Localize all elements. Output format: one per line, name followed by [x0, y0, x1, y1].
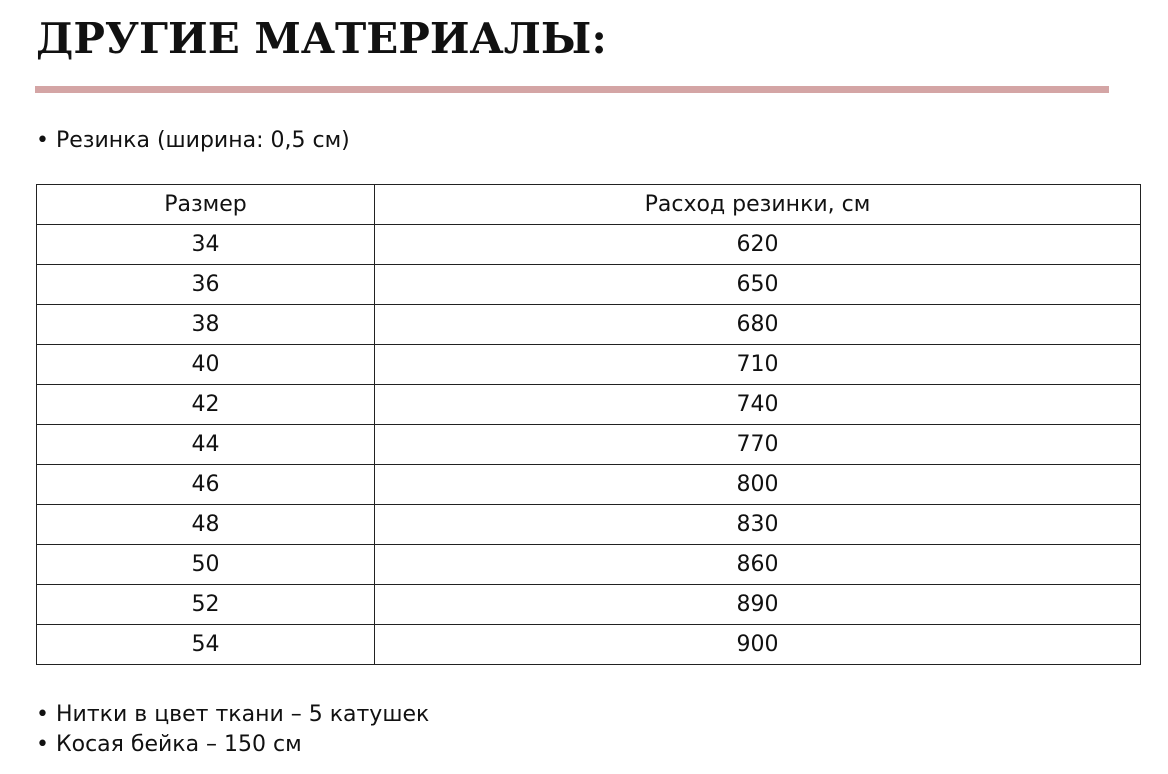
size-cell: 48 — [37, 505, 375, 545]
size-cell: 50 — [37, 545, 375, 585]
column-header-usage: Расход резинки, см — [375, 185, 1141, 225]
table-row — [37, 345, 1141, 385]
list-item-bias-binding — [36, 730, 302, 760]
size-cell: 38 — [37, 305, 375, 345]
elastic-usage-table — [36, 184, 1141, 665]
table-row — [37, 305, 1141, 345]
usage-cell: 740 — [375, 385, 1141, 425]
table-row — [37, 505, 1141, 545]
table-row — [37, 225, 1141, 265]
usage-cell: 800 — [375, 465, 1141, 505]
size-cell: 34 — [37, 225, 375, 265]
page-title: ДРУГИЕ МАТЕРИАЛЫ: — [36, 14, 607, 63]
bullet-icon: • — [36, 732, 49, 757]
usage-cell: 620 — [375, 225, 1141, 265]
size-cell: 36 — [37, 265, 375, 305]
usage-cell: 770 — [375, 425, 1141, 465]
list-item-label: Косая бейка – 150 см — [56, 732, 302, 757]
title-divider — [35, 86, 1109, 93]
column-header-size: Размер — [37, 185, 375, 225]
table-header-row — [37, 185, 1141, 225]
usage-cell: 900 — [375, 625, 1141, 665]
list-item-label: Резинка (ширина: 0,5 см) — [56, 128, 350, 153]
size-cell: 44 — [37, 425, 375, 465]
size-cell: 46 — [37, 465, 375, 505]
table-row — [37, 585, 1141, 625]
usage-cell: 680 — [375, 305, 1141, 345]
usage-cell: 890 — [375, 585, 1141, 625]
table-row — [37, 425, 1141, 465]
list-item-label: Нитки в цвет ткани – 5 катушек — [56, 702, 430, 727]
usage-cell: 650 — [375, 265, 1141, 305]
bullet-icon: • — [36, 702, 49, 727]
list-item-thread — [36, 700, 429, 730]
size-cell: 54 — [37, 625, 375, 665]
table-row — [37, 625, 1141, 665]
table-row — [37, 265, 1141, 305]
size-cell: 40 — [37, 345, 375, 385]
table-row — [37, 385, 1141, 425]
size-cell: 52 — [37, 585, 375, 625]
usage-cell: 710 — [375, 345, 1141, 385]
table-row — [37, 545, 1141, 585]
usage-cell: 830 — [375, 505, 1141, 545]
usage-cell: 860 — [375, 545, 1141, 585]
table-row — [37, 465, 1141, 505]
bullet-icon: • — [36, 128, 49, 153]
size-cell: 42 — [37, 385, 375, 425]
list-item-elastic — [36, 126, 350, 156]
